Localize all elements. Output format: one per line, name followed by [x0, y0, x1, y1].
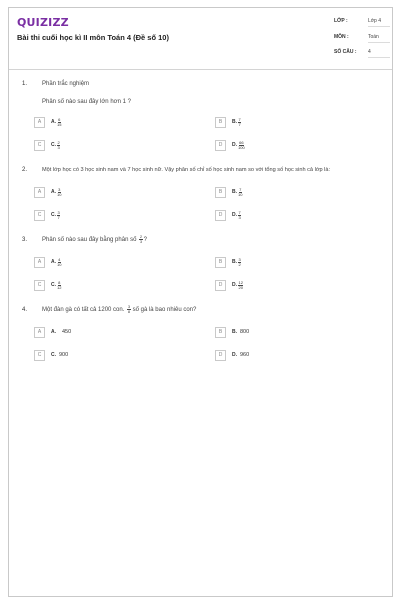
quiz-page [8, 7, 393, 597]
answer-option-b[interactable] [215, 186, 243, 198]
option-letter: D. [232, 142, 237, 148]
fraction-denominator: 3 [139, 239, 143, 244]
quizizz-logo: QUIZIZZ [17, 16, 69, 29]
option-letter: C. [51, 352, 56, 358]
option-box[interactable]: A [34, 187, 45, 198]
fraction-numerator: 4 [58, 256, 61, 262]
answer-option-c[interactable] [34, 279, 62, 291]
option-fraction [238, 118, 241, 127]
answer-option-a[interactable] [34, 116, 62, 128]
question-number: 3. [22, 237, 28, 243]
option-letter: A. [51, 119, 56, 125]
question-text: Phân số nào sau đây lớn hơn 1 ? [42, 99, 131, 105]
fraction-denominator: 3 [57, 144, 60, 150]
fraction-numerator: 7 [238, 209, 241, 215]
fraction-numerator: 12 [238, 279, 243, 285]
answer-option-c[interactable] [34, 139, 61, 151]
fraction-numerator: 66 [239, 139, 244, 145]
option-letter: C. [51, 142, 56, 148]
option-box[interactable]: D [215, 350, 226, 361]
option-text: 450 [62, 329, 72, 335]
option-letter: B. [232, 189, 237, 195]
option-box[interactable]: D [215, 140, 226, 151]
fraction-denominator: 15 [57, 121, 62, 127]
quiz-title: Bài thi cuối học kì II môn Toán 4 (Đề số 10) [17, 33, 169, 42]
option-letter: B. [232, 259, 237, 265]
option-box[interactable]: C [34, 350, 45, 361]
question-number: 2. [22, 167, 28, 173]
question-text-before: Một đàn gà có tất cả 1200 con. [42, 306, 125, 313]
option-text: 900 [59, 352, 69, 358]
fraction-numerator: 8 [58, 279, 61, 285]
option-fraction [238, 141, 245, 150]
fraction-numerator: 2 [139, 234, 143, 239]
option-letter: D. [232, 212, 237, 218]
question-text-after: số gà là bao nhiêu con? [132, 306, 197, 313]
fraction-denominator: 12 [57, 284, 62, 290]
option-letter: A. [51, 189, 56, 195]
fraction-denominator: 7 [57, 214, 60, 220]
option-box[interactable]: A [34, 117, 45, 128]
fraction-denominator: 2 [238, 261, 241, 267]
option-box[interactable]: B [215, 117, 226, 128]
fraction-denominator: 10 [57, 191, 62, 197]
option-box[interactable]: A [34, 327, 45, 338]
option-box[interactable]: A [34, 257, 45, 268]
option-letter: A. [51, 259, 56, 265]
option-text: 960 [240, 352, 250, 358]
option-fraction [57, 258, 61, 267]
option-box[interactable]: B [215, 257, 226, 268]
quiz-header [9, 8, 392, 70]
answer-option-c[interactable] [34, 349, 68, 361]
fraction-denominator: 3 [238, 214, 241, 220]
option-fraction [57, 281, 61, 290]
question-text [42, 235, 147, 244]
option-letter: C. [51, 212, 56, 218]
question-text-before: Phân số nào sau đây bằng phân số [42, 236, 137, 243]
fraction-denominator: 100 [238, 144, 245, 150]
answer-option-c[interactable] [34, 209, 61, 221]
option-box[interactable]: B [215, 187, 226, 198]
question-fraction [127, 305, 130, 314]
option-fraction [238, 188, 242, 197]
question-number: 4. [22, 307, 28, 313]
option-box[interactable]: D [215, 280, 226, 291]
fraction-numerator: 7 [238, 116, 241, 122]
fraction-denominator: 7 [238, 121, 241, 127]
option-fraction [238, 211, 241, 220]
answer-option-b[interactable] [215, 256, 242, 268]
fraction-denominator: 20 [238, 284, 243, 290]
fraction-denominator: 10 [238, 191, 243, 197]
option-letter: D. [232, 282, 237, 288]
fraction-numerator: 3 [238, 256, 241, 262]
subject-value: Toán [368, 34, 390, 43]
question-section-title: Phần trắc nghiệm [42, 81, 90, 87]
option-fraction [238, 258, 241, 267]
option-fraction [238, 281, 243, 290]
answer-option-d[interactable] [215, 279, 244, 291]
subject-label: MÔN : [334, 34, 349, 40]
option-box[interactable]: C [34, 280, 45, 291]
option-box[interactable]: C [34, 210, 45, 221]
option-fraction [57, 211, 60, 220]
option-text: 800 [240, 329, 250, 335]
fraction-numerator: 6 [58, 116, 61, 122]
fraction-numerator: 2 [57, 139, 60, 145]
fraction-numerator: 3 [127, 304, 131, 309]
answer-option-a[interactable] [34, 326, 71, 338]
option-letter: B. [232, 119, 237, 125]
fraction-numerator: 7 [239, 186, 242, 192]
grade-label: LỚP : [334, 18, 348, 24]
option-letter: D. [232, 352, 237, 358]
option-box[interactable]: C [34, 140, 45, 151]
fraction-denominator: 8 [127, 309, 131, 314]
option-letter: C. [51, 282, 56, 288]
answer-option-b[interactable] [215, 116, 242, 128]
question-fraction [139, 235, 142, 244]
answer-option-d[interactable] [215, 349, 249, 361]
answer-option-a[interactable] [34, 256, 62, 268]
answer-option-d[interactable] [215, 139, 246, 151]
option-fraction [57, 118, 61, 127]
question-text-after: ? [143, 236, 147, 243]
question-text [42, 305, 196, 314]
option-box[interactable]: B [215, 327, 226, 338]
answer-option-a[interactable] [34, 186, 62, 198]
fraction-numerator: 3 [58, 186, 61, 192]
question-text: Một lớp học có 3 học sinh nam và 7 học sinh nữ. Vậy phân số chỉ số học sinh nam so với tổng số học sinh cả lớp là: [42, 167, 331, 173]
answer-option-b[interactable] [215, 326, 249, 338]
option-box[interactable]: D [215, 210, 226, 221]
option-fraction [57, 188, 61, 197]
fraction-denominator: 10 [57, 261, 62, 267]
answer-option-d[interactable] [215, 209, 242, 221]
question-number: 1. [22, 81, 28, 87]
question-count-label: SỐ CÂU : [334, 49, 357, 55]
option-fraction [57, 141, 60, 150]
fraction-numerator: 3 [57, 209, 60, 215]
grade-value: Lớp 4 [368, 18, 390, 27]
question-count-value: 4 [368, 49, 390, 58]
option-letter: A. [51, 329, 56, 335]
option-letter: B. [232, 329, 237, 335]
